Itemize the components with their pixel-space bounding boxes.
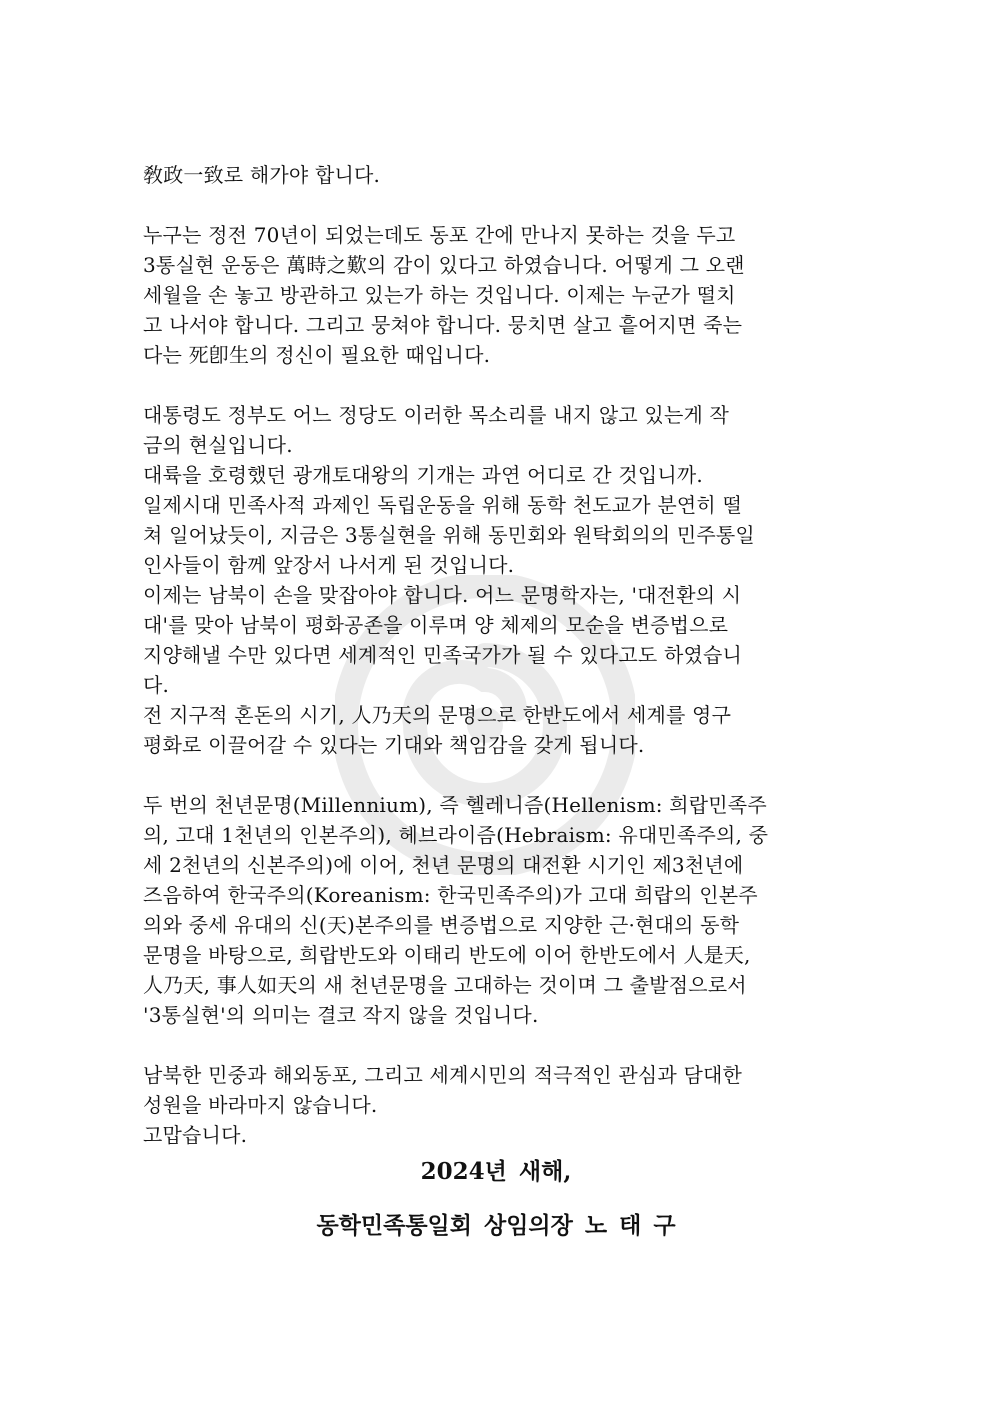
signature-author: 동학민족통일회 상임의장 노 태 구 [316, 1212, 676, 1239]
body-line: 대'를 맞아 남북이 평화공존을 이루며 양 체제의 모순을 변증법으로 [143, 613, 729, 637]
blank-line [143, 190, 855, 220]
body-line: 敎政一致로 해가야 합니다. [143, 163, 381, 187]
body-line: 고 나서야 합니다. 그리고 뭉쳐야 합니다. 뭉치면 살고 흩어지면 죽는 [143, 313, 743, 337]
body-line: 쳐 일어났듯이, 지금은 3통실현을 위해 동민회와 원탁회의의 민주통일 [143, 523, 755, 547]
blank-line [143, 1030, 855, 1060]
body-line: 누구는 정전 70년이 되었는데도 동포 간에 만나지 못하는 것을 두고 [143, 223, 736, 247]
body-line: 즈음하여 한국주의(Koreanism: 한국민족주의)가 고대 희랍의 인본주 [143, 883, 758, 907]
body-line: 人乃天, 事人如天의 새 천년문명을 고대하는 것이며 그 출발점으로서 [143, 973, 747, 997]
body-line: 남북한 민중과 해외동포, 그리고 세계시민의 적극적인 관심과 담대한 [143, 1063, 743, 1087]
body-line: 세월을 손 놓고 방관하고 있는가 하는 것입니다. 이제는 누군가 떨치 [143, 283, 736, 307]
body-line: 고맙습니다. [143, 1123, 248, 1147]
body-line: 평화로 이끌어갈 수 있다는 기대와 책임감을 갖게 됩니다. [143, 733, 645, 757]
body-line: 의, 고대 1천년의 인본주의), 헤브라이즘(Hebraism: 유대민족주의, 중 [143, 823, 769, 847]
letter-body [143, 160, 855, 1150]
body-line: 이제는 남북이 손을 맞잡아야 합니다. 어느 문명학자는, '대전환의 시 [143, 583, 742, 607]
body-line: 문명을 바탕으로, 희랍반도와 이태리 반도에 이어 한반도에서 人是天, [143, 943, 751, 967]
blank-line [143, 370, 855, 400]
body-line: 대륙을 호령했던 광개토대왕의 기개는 과연 어디로 간 것입니까. [143, 463, 703, 487]
body-line: 대통령도 정부도 어느 정당도 이러한 목소리를 내지 않고 있는게 작 [143, 403, 730, 427]
body-line: 성원을 바라마지 않습니다. [143, 1093, 378, 1117]
body-line: 전 지구적 혼돈의 시기, 人乃天의 문명으로 한반도에서 세계를 영구 [143, 703, 732, 727]
body-line: 세 2천년의 신본주의)에 이어, 천년 문명의 대전환 시기인 제3천년에 [143, 853, 744, 877]
body-line: 다는 死卽生의 정신이 필요한 때입니다. [143, 343, 491, 367]
signature-date: 2024년 새해, [420, 1158, 572, 1185]
body-line: '3통실현'의 의미는 결코 작지 않을 것입니다. [143, 1003, 539, 1027]
blank-line [143, 760, 855, 790]
body-line: 금의 현실입니다. [143, 433, 293, 457]
body-line: 다. [143, 673, 170, 697]
body-line: 의와 중세 유대의 신(天)본주의를 변증법으로 지양한 근·현대의 동학 [143, 913, 740, 937]
body-line: 지양해낼 수만 있다면 세계적인 민족국가가 될 수 있다고도 하였습니 [143, 643, 743, 667]
body-line: 인사들이 함께 앞장서 나서게 된 것입니다. [143, 553, 515, 577]
body-line: 3통실현 운동은 萬時之歎의 감이 있다고 하였습니다. 어떻게 그 오랜 [143, 253, 745, 277]
body-line: 일제시대 민족사적 과제인 독립운동을 위해 동학 천도교가 분연히 떨 [143, 493, 743, 517]
body-line: 두 번의 천년문명(Millennium), 즉 헬레니즘(Hellenism: 희랍민족주 [143, 793, 767, 817]
